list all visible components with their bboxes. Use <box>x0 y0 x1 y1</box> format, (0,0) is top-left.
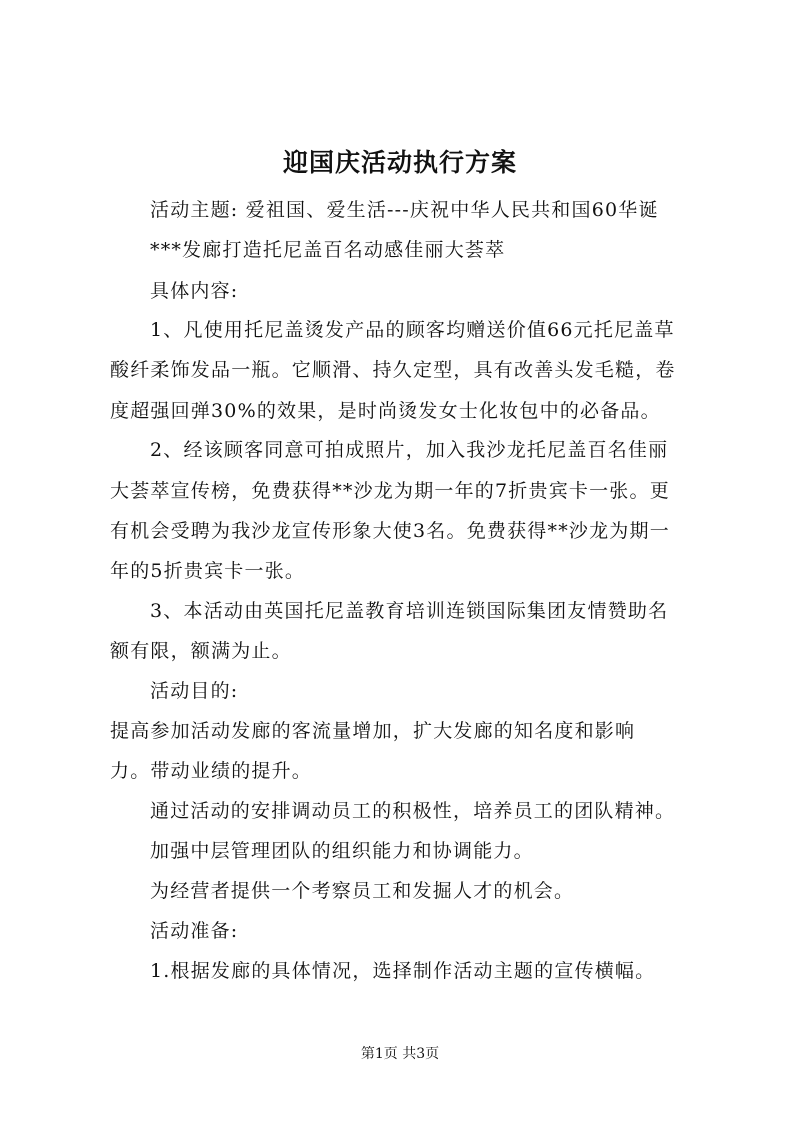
text-line: 有机会受聘为我沙龙宣传形象大使3名。免费获得**沙龙为期一 <box>110 520 670 542</box>
text-line: 2、经该顾客同意可拍成照片，加入我沙龙托尼盖百名佳丽 <box>150 439 669 461</box>
text-line: 1、凡使用托尼盖烫发产品的顾客均赠送价值66元托尼盖草 <box>150 319 675 341</box>
text-line: 3、本活动由英国托尼盖教育培训连锁国际集团友情赞助名 <box>150 600 669 622</box>
text-line: 1.根据发廊的具体情况，选择制作活动主题的宣传横幅。 <box>150 960 656 982</box>
text-line: 力。带动业绩的提升。 <box>110 760 313 782</box>
text-line: 大荟萃宣传榜，免费获得**沙龙为期一年的7折贵宾卡一张。更 <box>110 480 670 502</box>
page-footer: 第1页 共3页 <box>360 1046 440 1062</box>
document-title: 迎国庆活动执行方案 <box>282 148 517 177</box>
text-line: 为经营者提供一个考察员工和发掘人才的机会。 <box>150 880 575 902</box>
text-line: 额有限，额满为止。 <box>110 640 292 662</box>
text-line: 通过活动的安排调动员工的积极性，培养员工的团队精神。 <box>150 800 676 822</box>
text-line: ***发廊打造托尼盖百名动感佳丽大荟萃 <box>150 239 506 261</box>
text-line: 年的5折贵宾卡一张。 <box>110 560 306 582</box>
text-line: 提高参加活动发廊的客流量增加，扩大发廊的知名度和影响 <box>110 720 636 742</box>
text-line: 具体内容: <box>150 280 239 302</box>
text-line: 活动准备: <box>150 920 239 942</box>
text-line: 加强中层管理团队的组织能力和协调能力。 <box>150 840 534 862</box>
text-line: 酸纤柔饰发品一瓶。它顺滑、持久定型，具有改善头发毛糙，卷 <box>110 359 676 381</box>
text-line: 活动目的: <box>150 680 239 702</box>
text-line: 度超强回弹30%的效果，是时尚烫发女士化妆包中的必备品。 <box>110 400 661 422</box>
text-line: 活动主题: 爱祖国、爱生活---庆祝中华人民共和国60华诞 <box>150 199 659 221</box>
